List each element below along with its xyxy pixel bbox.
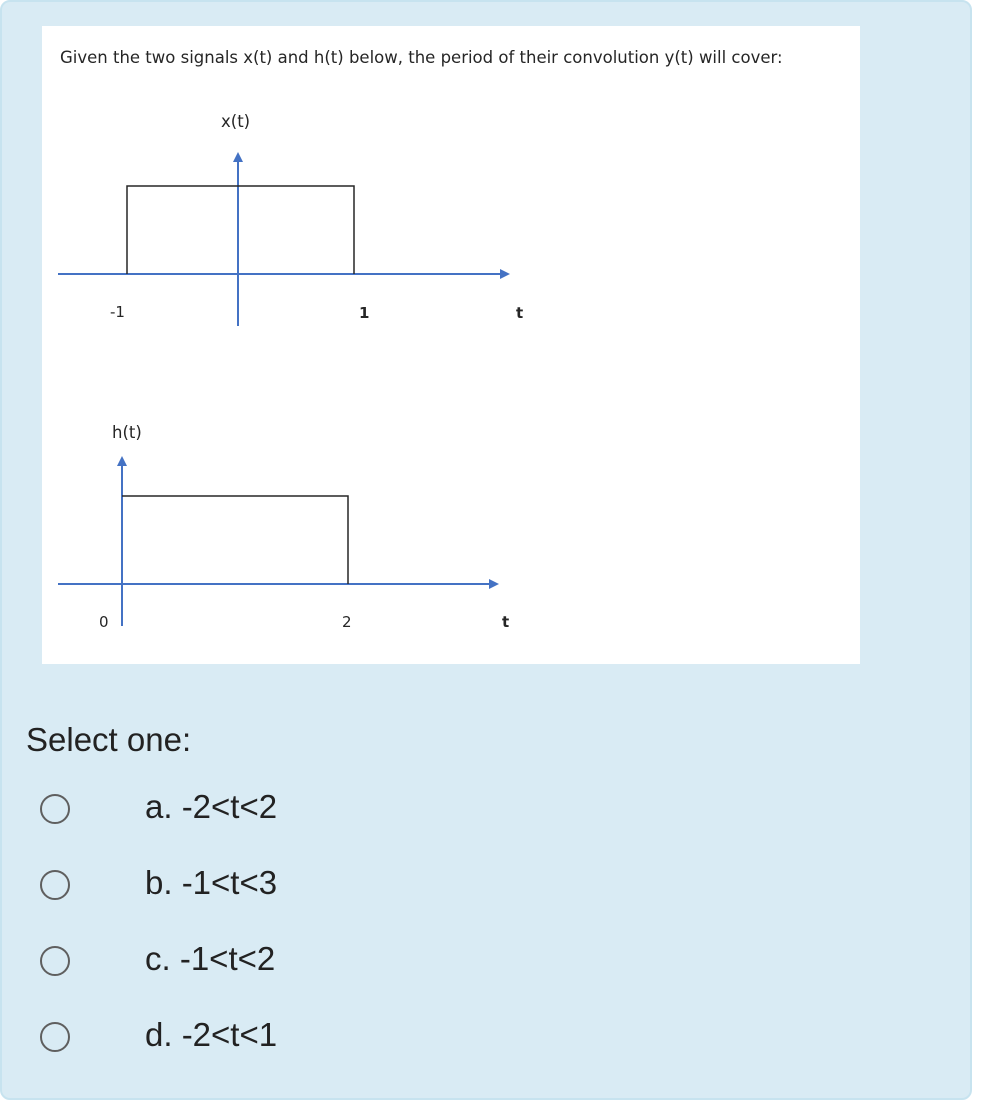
h-plot-tick-two: 2 [342,613,352,631]
x-plot-axis-label: t [516,304,524,322]
option-d-radio[interactable] [40,1022,70,1052]
option-c-label[interactable]: c. -1<t<2 [145,940,276,977]
option-c-radio[interactable] [40,946,70,976]
x-plot-title: x(t) [221,112,251,131]
h-signal-pulse [122,496,348,584]
question-figure [42,26,860,664]
option-a[interactable] [40,788,360,832]
x-plot-tick-minus-one: -1 [110,303,125,321]
option-c[interactable] [40,940,360,984]
option-b-radio[interactable] [40,870,70,900]
signals-diagram [42,26,860,664]
option-a-radio[interactable] [40,794,70,824]
h-plot-tick-zero: 0 [99,613,109,631]
question-text: Given the two signals x(t) and h(t) below, the period of their convolution y(t) will cover: [60,48,783,67]
h-plot-axis-label: t [502,613,510,631]
option-b-label[interactable]: b. -1<t<3 [145,864,278,901]
h-plot-title: h(t) [112,423,142,442]
option-d-label[interactable]: d. -2<t<1 [145,1016,278,1053]
option-a-label[interactable]: a. -2<t<2 [145,788,278,825]
option-b[interactable] [40,864,360,908]
option-d[interactable] [40,1016,360,1060]
x-plot [58,112,523,326]
x-signal-pulse [127,186,354,274]
x-plot-tick-one: 1 [359,304,370,322]
h-plot [58,423,509,631]
select-one-label: Select one: [26,721,192,758]
